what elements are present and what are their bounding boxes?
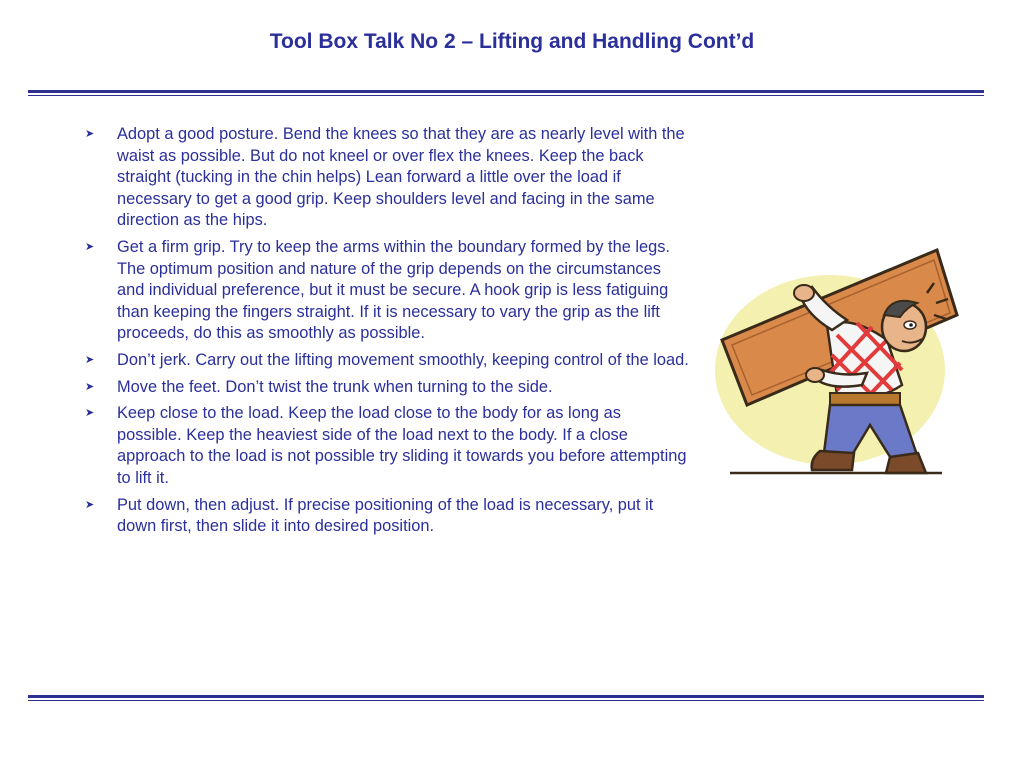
top-divider bbox=[28, 90, 984, 96]
bullet-item bbox=[85, 350, 690, 372]
arrow-bullet-icon: ➤ bbox=[85, 128, 95, 140]
arrow-bullet-icon: ➤ bbox=[85, 353, 95, 366]
bullet-list bbox=[85, 124, 690, 543]
bullet-item bbox=[85, 237, 690, 345]
man-lifting-board-clipart bbox=[712, 245, 962, 485]
arrow-bullet-icon: ➤ bbox=[85, 240, 95, 253]
bullet-item bbox=[85, 403, 690, 489]
bullet-item bbox=[85, 377, 690, 399]
bullet-item bbox=[85, 495, 690, 538]
bullet-text: Adopt a good posture. Bend the knees so that they are as nearly level with the waist as possible. But do not kneel or over flex the knees. Keep the back straight (tucking in the chin helps) Lean forward a little over the load if necessary to get a good grip. Keep shoulders level and facing in the same direction as the hips. bbox=[117, 125, 685, 230]
arrow-bullet-icon: ➤ bbox=[85, 407, 95, 420]
bullet-text: Put down, then adjust. If precise positioning of the load is necessary, put it down first, then slide it into desired position. bbox=[117, 495, 654, 536]
bullet-item bbox=[85, 124, 690, 232]
bullet-text: Get a firm grip. Try to keep the arms within the boundary formed by the legs. The optimum position and nature of the grip depends on the circumstances and individual preference, but it must be secure. A hook grip is less fatiguing than keeping the fingers straight. If it is necessary to vary the grip as the lift proceeds, do this as smoothly as possible. bbox=[117, 237, 670, 343]
bottom-divider bbox=[28, 695, 984, 701]
bullet-text: Don’t jerk. Carry out the lifting movement smoothly, keeping control of the load. bbox=[117, 350, 689, 369]
arrow-bullet-icon: ➤ bbox=[85, 498, 95, 511]
slide-title: Tool Box Talk No 2 – Lifting and Handling Cont’d bbox=[269, 30, 755, 53]
bullet-text: Keep close to the load. Keep the load close to the body for as long as possible. Keep the heaviest side of the load next to the body. If a close approach to the load is not possible try sliding it towards you before attempting to lift it. bbox=[117, 404, 687, 487]
bullet-text: Move the feet. Don’t twist the trunk when turning to the side. bbox=[117, 377, 553, 396]
arrow-bullet-icon: ➤ bbox=[85, 380, 95, 393]
